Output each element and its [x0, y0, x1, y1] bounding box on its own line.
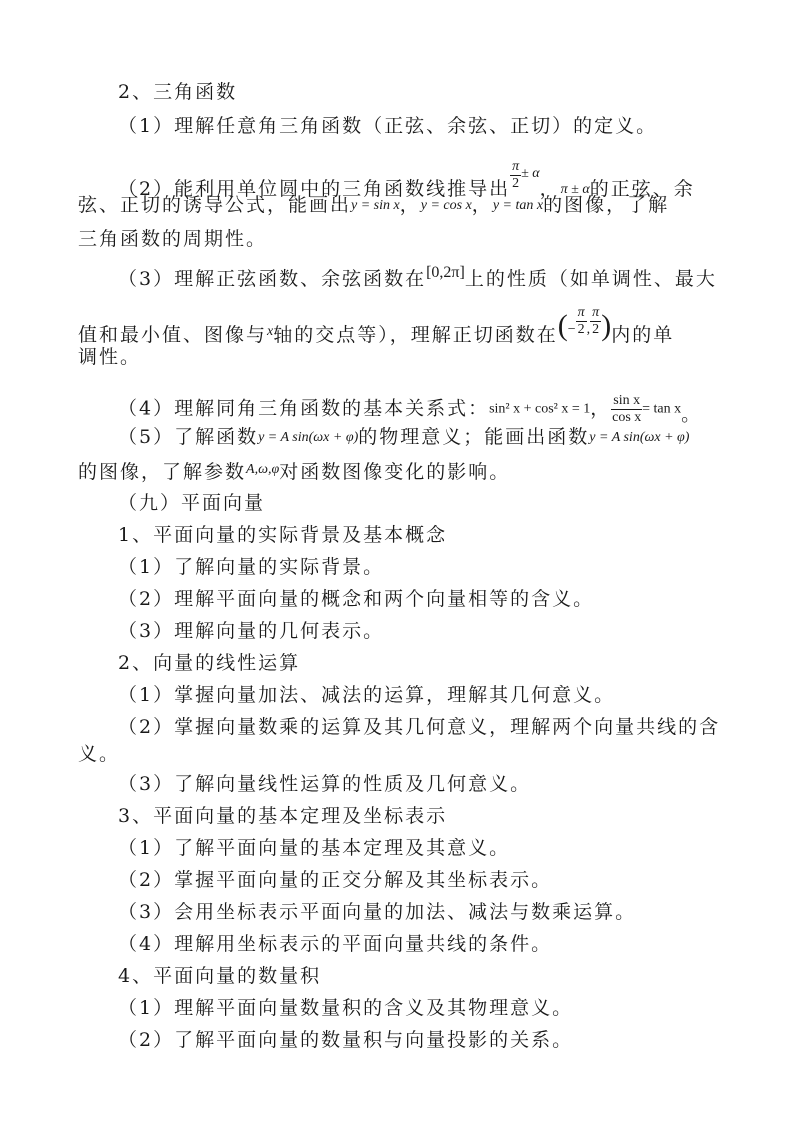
text: 弦、正切的诱导公式，能画出 — [78, 194, 352, 216]
formula-ysin: y = sin x — [351, 198, 400, 213]
item-3-4: （4）理解用坐标表示的平面向量共线的条件。 — [118, 933, 553, 955]
paragraph-2-line2 — [78, 193, 669, 218]
text: （2）能利用单位圆中的三角函数线推导出 — [118, 178, 511, 200]
text: 对函数图像变化的影响。 — [279, 461, 511, 483]
item-4-1: （1）理解平面向量数量积的含义及其物理意义。 — [118, 997, 574, 1019]
item-3-1: （1）了解平面向量的基本定理及其意义。 — [118, 837, 511, 859]
paragraph-5-line2 — [78, 458, 510, 484]
paragraph-5-line1 — [118, 425, 689, 450]
formula-func: y = A sin(ωx + φ) — [258, 430, 359, 445]
formula-neg: − — [567, 322, 576, 337]
text: 上的性质（如单调性、最大 — [464, 268, 717, 290]
text: 值和最小值、图像与 — [78, 324, 268, 346]
text: 。 — [681, 403, 703, 426]
text: 轴的交点等），理解正切函数在 — [273, 324, 558, 346]
formula-interval: [0,2π] — [426, 264, 465, 281]
paren-left: ( — [557, 309, 568, 342]
item-3-3: （3）会用坐标表示平面向量的加法、减法与数乘运算。 — [118, 901, 637, 923]
formula-neg-pi-over-2: $\frac{\pi}{2}$ — [577, 305, 585, 337]
item-1-1: （1）了解向量的实际背景。 — [118, 556, 385, 578]
item-1-2: （2）理解平面向量的概念和两个向量相等的含义。 — [118, 588, 595, 610]
text: 的物理意义；能画出函数 — [358, 426, 590, 448]
paragraph-3-line3: 调性。 — [78, 346, 142, 368]
subheading-2: 2、向量的线性运算 — [118, 652, 301, 674]
text: 的正弦、余 — [589, 178, 695, 200]
text: （4）理解同角三角函数的基本关系式： — [118, 397, 490, 420]
item-2-3: （3）了解向量线性运算的性质及几何意义。 — [118, 773, 532, 795]
subheading-4: 4、平面向量的数量积 — [118, 965, 322, 987]
item-2-2-cont: 义。 — [78, 743, 121, 765]
formula-ytan: y = tan x — [492, 198, 544, 213]
formula-pi-pm-alpha: π ± α — [560, 182, 590, 197]
item-1-3: （3）理解向量的几何表示。 — [118, 620, 385, 642]
subheading-3: 3、平面向量的基本定理及坐标表示 — [118, 805, 448, 827]
formula-identity1: sin² x + cos² x = 1 — [489, 401, 591, 417]
text: 内的单 — [611, 324, 675, 346]
text: ， — [590, 397, 612, 420]
formula-x: x — [267, 324, 274, 339]
paren-right: ) — [601, 309, 612, 342]
item-3-2: （2）掌握平面向量的正交分解及其坐标表示。 — [118, 869, 553, 891]
formula-pi-over-2b: $\frac{\pi}{2}$ — [592, 305, 600, 337]
item-2-1: （1）掌握向量加法、减法的运算，理解其几何意义。 — [118, 684, 616, 706]
text: （3）理解正弦函数、余弦函数在 — [118, 268, 427, 290]
formula-ycos: y = cos x — [420, 198, 472, 213]
paragraph-1: （1）理解任意角三角函数（正弦、余弦、正切）的定义。 — [118, 115, 658, 137]
subheading-1: 1、平面向量的实际背景及基本概念 — [118, 524, 448, 546]
item-4-2: （2）了解平面向量的数量积与向量投影的关系。 — [118, 1029, 574, 1051]
text: ， — [399, 194, 421, 216]
text: （5）了解函数 — [118, 426, 259, 448]
section-heading-vectors: （九）平面向量 — [118, 492, 266, 514]
text: ， — [539, 178, 561, 200]
formula-pm-alpha: ± α — [521, 166, 540, 181]
formula-eq-tan: = tan x — [642, 401, 682, 417]
text: 的图像，了解 — [543, 194, 670, 216]
formula-pi-over-2: $\frac{\pi}{2}$ — [512, 159, 520, 191]
text: ， — [471, 194, 493, 216]
item-2-2: （2）掌握向量数乘的运算及其几何意义，理解两个向量共线的含 — [118, 716, 721, 738]
formula-sin-over-cos: $\frac{\text{sin x}}{\text{cos x}}$ — [612, 393, 642, 425]
formula-comma: , — [586, 322, 591, 337]
paragraph-3-line2 — [78, 305, 674, 347]
heading-trig-functions: 2、三角函数 — [118, 81, 238, 103]
paragraph-3-line1 — [118, 261, 717, 291]
text: 的图像，了解参数 — [78, 461, 247, 483]
paragraph-2-line3: 三角函数的周期性。 — [78, 228, 268, 250]
formula-func-2: y = A sin(ωx + φ) — [589, 430, 690, 445]
paragraph-4 — [118, 393, 702, 427]
formula-params: A,ω,φ — [246, 462, 280, 477]
